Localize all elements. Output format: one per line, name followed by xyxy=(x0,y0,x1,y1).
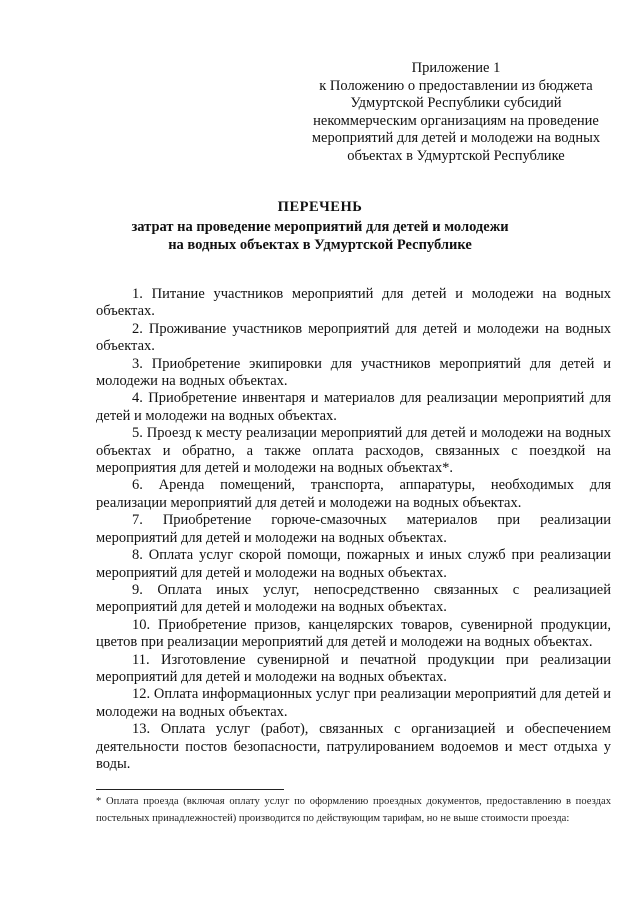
list-item: 9. Оплата иных услуг, непосредственно связанных с реализацией мероприятий для детей и молодежи на водных объектах. xyxy=(96,581,611,616)
list-item: 11. Изготовление сувенирной и печатной продукции при реализации мероприятий для детей и молодежи на водных объектах. xyxy=(96,651,611,685)
list-item: 10. Приобретение призов, канцелярских товаров, сувенирной продукции, цветов при реализации мероприятий для детей и молодежи на водных объектах. xyxy=(96,616,611,651)
list-item: 3. Приобретение экипировки для участников мероприятий для детей и молодежи на водных объектах. xyxy=(96,355,611,390)
list-item: 8. Оплата услуг скорой помощи, пожарных и иных служб при реализации мероприятий для детей и молодежи на водных объектах. xyxy=(96,547,611,581)
list-item: 7. Приобретение горюче-смазочных материалов при реализации мероприятий для детей и молодежи на водных объектах. xyxy=(96,512,611,546)
appendix-line-3: Удмуртской Республики субсидий xyxy=(350,95,562,112)
appendix-line-6: объектах в Удмуртской Республике xyxy=(347,147,565,164)
footnote: * Оплата проезда (включая оплату услуг по оформлению проездных документов, предоставлению в поездах постельных принадлежностей) производится по действующим тарифам, но не выше стоимости проезда: xyxy=(96,796,611,824)
list-item: 12. Оплата информационных услуг при реализации мероприятий для детей и молодежи на водных объектах. xyxy=(96,686,611,720)
list-item: 2. Проживание участников мероприятий для детей и молодежи на водных объектах. xyxy=(96,320,611,355)
appendix-line-2: к Положению о предоставлении из бюджета xyxy=(319,77,593,94)
document-title xyxy=(60,198,580,254)
appendix-header xyxy=(300,60,612,166)
appendix-line-4: некоммерческим организациям на проведение xyxy=(313,112,599,129)
list-item: 4. Приобретение инвентаря и материалов для реализации мероприятий для детей и молодежи на водных объектах. xyxy=(96,390,611,424)
title-sub-line-2: на водных объектах в Удмуртской Республике xyxy=(168,237,472,253)
list-item: 1. Питание участников мероприятий для детей и молодежи на водных объектах. xyxy=(96,286,611,320)
list-item: 5. Проезд к месту реализации мероприятий для детей и молодежи на водных объектах и обратно, а также оплата расходов, связанных с поездкой на мероприятия для детей и молодежи на водных объектах*. xyxy=(96,425,611,477)
list-item: 13. Оплата услуг (работ), связанных с организацией и обеспечением деятельности постов безопасности, патрулированием водоемов и мест отдыха у воды. xyxy=(96,721,611,772)
appendix-line-1: Приложение 1 xyxy=(411,60,501,76)
footnote-divider xyxy=(96,789,284,790)
expense-list xyxy=(96,286,611,773)
list-item: 6. Аренда помещений, транспорта, аппаратуры, необходимых для реализации мероприятий для детей и молодежи на водных объектах. xyxy=(96,477,611,511)
title-sub-line-1: затрат на проведение мероприятий для детей и молодежи xyxy=(131,219,509,235)
title-main: ПЕРЕЧЕНЬ xyxy=(277,199,363,215)
appendix-line-5: мероприятий для детей и молодежи на водных xyxy=(311,130,601,147)
